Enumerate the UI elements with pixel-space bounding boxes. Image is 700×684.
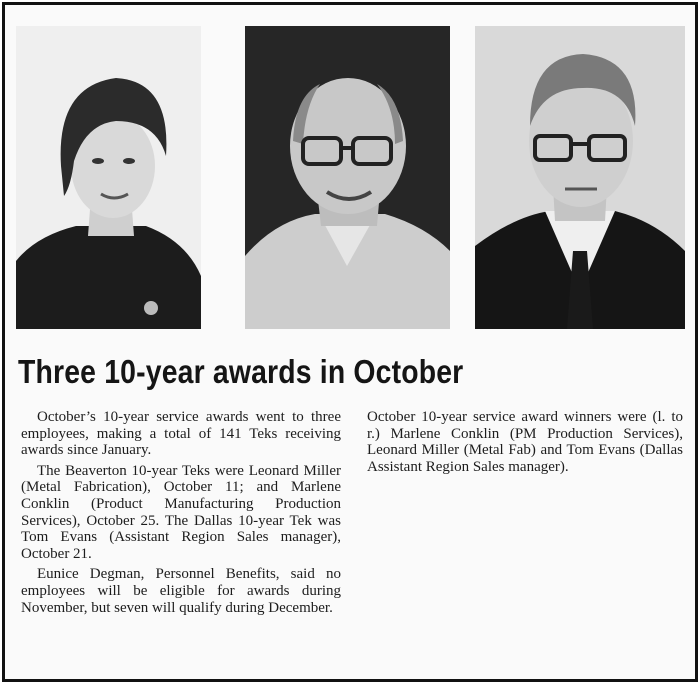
- article-headline: Three 10-year awards in October: [18, 353, 464, 390]
- portrait-photo-leonard: [245, 26, 450, 329]
- man-with-glasses-portrait-image: [245, 26, 450, 329]
- body-paragraph: October’s 10-year service awards went to three employees, making a total of 141 Teks receiving awards since January.: [21, 409, 341, 459]
- woman-portrait-image: [16, 26, 201, 329]
- newsletter-page: [2, 2, 698, 682]
- body-paragraph: The Beaverton 10-year Teks were Leonard Miller (Metal Fabrication), October 11; and Marlene Conklin (Product Manufacturing Production Services), October 25. The Dallas 10-year Tek was Tom Evans (Assistant Region Sales manager), October 21.: [21, 462, 341, 562]
- portrait-photo-marlene: [16, 26, 201, 329]
- article-body-column: [21, 409, 341, 620]
- portrait-photo-tom: [475, 26, 685, 329]
- photo-caption-column: [367, 409, 683, 479]
- photo-caption: October 10-year service award winners were (l. to r.) Marlene Conklin (PM Production Services), Leonard Miller (Metal Fab) and Tom Evans (Dallas Assistant Region Sales manager).: [367, 409, 683, 475]
- body-paragraph: Eunice Degman, Personnel Benefits, said no employees will be eligible for awards during November, but seven will qualify during December.: [21, 566, 341, 616]
- young-man-with-glasses-portrait-image: [475, 26, 685, 329]
